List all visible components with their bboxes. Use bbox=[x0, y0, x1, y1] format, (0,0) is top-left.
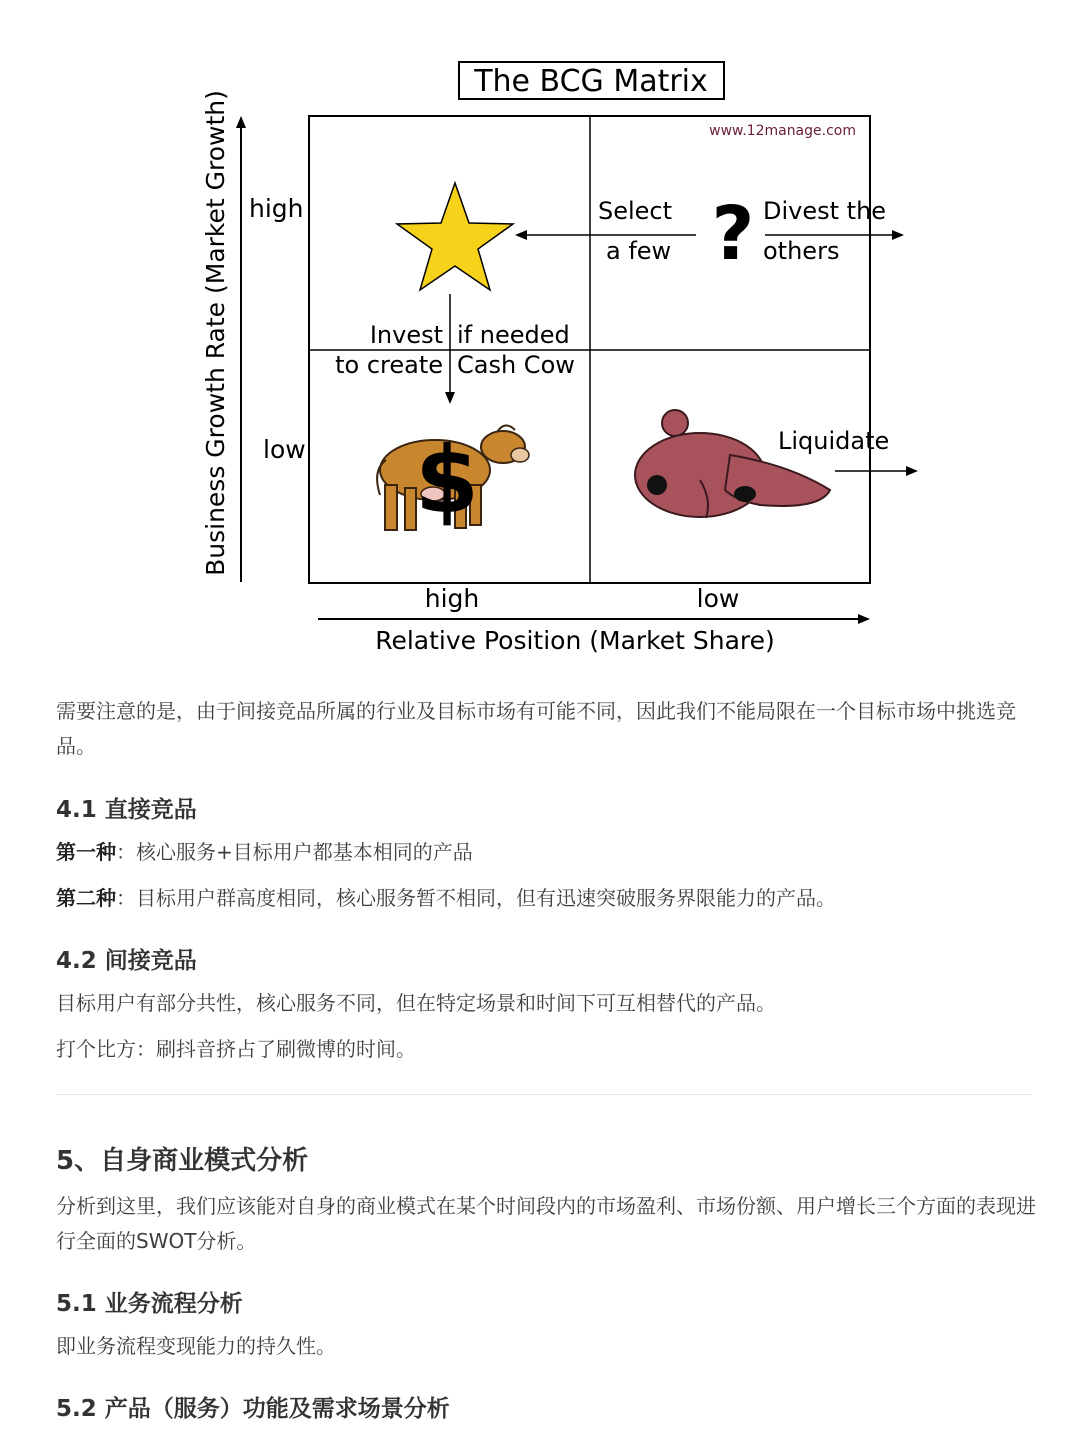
s41-item-1 bbox=[56, 835, 1036, 870]
s5-paragraph-1: 分析到这里，我们应该能对自身的商业模式在某个时间段内的市场盈利、市场份额、用户增长三个方面的表现进行全面的SWOT分析。 bbox=[56, 1194, 1036, 1253]
select-line-1: Select bbox=[598, 197, 673, 225]
invest-left-2: to create bbox=[335, 351, 443, 379]
invest-left-1: Invest bbox=[369, 321, 443, 349]
s41-item-1-label: 第一种 bbox=[56, 840, 116, 864]
section-5-2-heading: 5.2 产品（服务）功能及需求场景分析 bbox=[56, 1396, 450, 1422]
figure-title: The BCG Matrix bbox=[474, 64, 708, 99]
intro-paragraph: 需要注意的是，由于间接竞品所属的行业及目标市场有可能不同，因此我们不能局限在一个目标市场中挑选竞品。 bbox=[56, 699, 1016, 758]
x-low-label: low bbox=[696, 584, 740, 613]
bcg-matrix-figure bbox=[0, 0, 1080, 680]
section-5-1-heading: 5.1 业务流程分析 bbox=[56, 1291, 243, 1317]
section-4-2-heading: 4.2 间接竞品 bbox=[56, 948, 197, 974]
s42-paragraph-1: 目标用户有部分共性，核心服务不同，但在特定场景和时间下可互相替代的产品。 bbox=[56, 991, 776, 1015]
divest-line-2: others bbox=[763, 237, 840, 265]
s41-item-2 bbox=[56, 881, 1036, 916]
y-axis-label: Business Growth Rate (Market Growth) bbox=[201, 90, 230, 576]
s51-paragraph-1: 即业务流程变现能力的持久性。 bbox=[56, 1334, 336, 1358]
x-axis-label: Relative Position (Market Share) bbox=[375, 626, 775, 655]
dollar-sign-icon: $ bbox=[414, 427, 480, 534]
y-high-label: high bbox=[249, 194, 304, 223]
s41-item-2-label: 第二种 bbox=[56, 886, 116, 910]
y-low-label: low bbox=[263, 435, 306, 464]
s41-item-2-text: ：目标用户群高度相同，核心服务暂不相同，但有迅速突破服务界限能力的产品。 bbox=[116, 886, 836, 910]
question-mark-icon: ? bbox=[711, 191, 755, 277]
watermark: www.12manage.com bbox=[709, 123, 856, 139]
invest-right-2: Cash Cow bbox=[457, 351, 575, 379]
s42-paragraph-2: 打个比方：刷抖音挤占了刷微博的时间。 bbox=[56, 1037, 416, 1061]
select-line-2: a few bbox=[606, 237, 672, 265]
liquidate-label: Liquidate bbox=[778, 427, 890, 455]
invest-right-1: if needed bbox=[457, 321, 570, 349]
x-high-label: high bbox=[424, 584, 480, 613]
divest-line-1: Divest the bbox=[763, 197, 887, 225]
section-5-heading: 5、自身商业模式分析 bbox=[56, 1146, 309, 1176]
section-4-1-heading: 4.1 直接竞品 bbox=[56, 797, 197, 823]
s41-item-1-text: ：核心服务+目标用户都基本相同的产品 bbox=[116, 840, 473, 864]
section-divider bbox=[56, 1094, 1032, 1095]
